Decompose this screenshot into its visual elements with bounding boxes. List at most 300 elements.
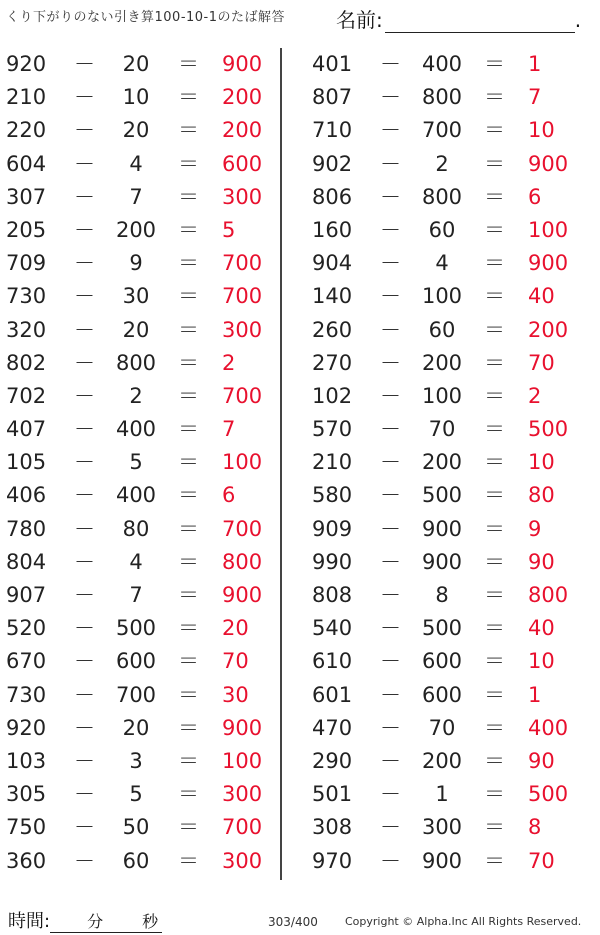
minus-sign: － [380, 616, 401, 641]
minus-sign: － [74, 549, 95, 574]
problem-row [306, 546, 576, 579]
equals-sign: ＝ [178, 682, 199, 707]
subtrahend: 2 [435, 151, 449, 176]
subtrahend: 300 [421, 815, 463, 840]
minuend: 160 [312, 217, 353, 242]
answer: 300 [222, 184, 263, 209]
minuend: 806 [312, 184, 353, 209]
problem-row [0, 645, 270, 678]
minus-sign: － [74, 616, 95, 641]
answer: 1 [528, 52, 542, 76]
minuend: 920 [6, 52, 47, 76]
subtrahend: 200 [421, 748, 463, 773]
equals-sign: ＝ [178, 549, 199, 574]
minuend: 210 [6, 85, 47, 110]
minus-sign: － [380, 583, 401, 607]
equals-sign: ＝ [484, 583, 505, 607]
minus-sign: － [380, 649, 401, 674]
minus-sign: － [74, 450, 95, 475]
minuend: 501 [312, 782, 353, 807]
equals-sign: ＝ [178, 848, 199, 873]
answer: 900 [222, 52, 263, 76]
subtrahend: 500 [115, 616, 157, 641]
minus-sign: － [74, 682, 95, 707]
answer: 300 [222, 848, 263, 873]
minuend: 808 [312, 583, 353, 607]
subtrahend: 20 [122, 52, 150, 76]
equals-sign: ＝ [178, 383, 199, 408]
subtrahend: 70 [428, 715, 456, 740]
subtrahend: 600 [421, 649, 463, 674]
subtrahend: 200 [115, 217, 157, 242]
problem-row [0, 446, 270, 479]
answer: 10 [528, 649, 555, 674]
problem-row [306, 280, 576, 313]
name-underline [385, 14, 575, 33]
subtrahend: 60 [428, 317, 456, 342]
equals-sign: ＝ [178, 118, 199, 143]
minuend: 210 [312, 450, 353, 475]
equals-sign: ＝ [178, 417, 199, 442]
answer: 500 [528, 417, 569, 442]
equals-sign: ＝ [484, 417, 505, 442]
subtrahend: 30 [122, 284, 150, 309]
equals-sign: ＝ [484, 251, 505, 276]
answer: 900 [222, 715, 263, 740]
subtrahend: 10 [122, 85, 150, 110]
equals-sign: ＝ [178, 616, 199, 641]
answer: 70 [528, 350, 555, 375]
problem-row [0, 546, 270, 579]
problem-row [0, 712, 270, 745]
minus-sign: － [380, 52, 401, 76]
problem-row [306, 114, 576, 147]
equals-sign: ＝ [484, 516, 505, 541]
minuend: 710 [312, 118, 353, 143]
equals-sign: ＝ [178, 284, 199, 309]
minuend: 702 [6, 383, 47, 408]
problem-row [0, 778, 270, 811]
equals-sign: ＝ [484, 118, 505, 143]
problem-row [0, 181, 270, 214]
minuend: 103 [6, 748, 47, 773]
problem-row [306, 380, 576, 413]
answer: 300 [222, 317, 263, 342]
minus-sign: － [380, 217, 401, 242]
minuend: 406 [6, 483, 47, 508]
minuend: 220 [6, 118, 47, 143]
minus-sign: － [74, 815, 95, 840]
problem-row [306, 181, 576, 214]
minus-sign: － [74, 715, 95, 740]
minuend: 305 [6, 782, 47, 807]
subtrahend: 70 [428, 417, 456, 442]
answer: 40 [528, 616, 555, 641]
minuend: 730 [6, 682, 47, 707]
minus-sign: － [380, 251, 401, 276]
problem-row [0, 811, 270, 844]
left-problem-column [0, 48, 270, 878]
minuend: 407 [6, 417, 47, 442]
minus-sign: － [380, 815, 401, 840]
equals-sign: ＝ [178, 782, 199, 807]
answer: 600 [222, 151, 263, 176]
equals-sign: ＝ [484, 616, 505, 641]
equals-sign: ＝ [178, 151, 199, 176]
minus-sign: － [380, 284, 401, 309]
minuend: 105 [6, 450, 47, 475]
problem-row [306, 214, 576, 247]
equals-sign: ＝ [178, 184, 199, 209]
problem-row [306, 845, 576, 878]
answer: 900 [222, 583, 263, 607]
minus-sign: － [380, 151, 401, 176]
subtrahend: 700 [421, 118, 463, 143]
answer: 2 [528, 383, 542, 408]
problem-row [0, 413, 270, 446]
equals-sign: ＝ [484, 748, 505, 773]
copyright-notice: Copyright © Alpha.Inc All Rights Reserved. [345, 915, 582, 928]
answer: 500 [528, 782, 569, 807]
minuend: 307 [6, 184, 47, 209]
subtrahend: 60 [122, 848, 150, 873]
equals-sign: ＝ [484, 52, 505, 76]
subtrahend: 500 [421, 616, 463, 641]
answer: 400 [528, 715, 569, 740]
equals-sign: ＝ [178, 815, 199, 840]
subtrahend: 800 [115, 350, 157, 375]
subtrahend: 8 [435, 583, 449, 607]
problem-row [306, 247, 576, 280]
problem-row [306, 513, 576, 546]
subtrahend: 900 [421, 848, 463, 873]
minuend: 570 [312, 417, 353, 442]
problem-row [306, 679, 576, 712]
minus-sign: － [74, 317, 95, 342]
minus-sign: － [380, 782, 401, 807]
answer: 300 [222, 782, 263, 807]
problem-row [0, 148, 270, 181]
answer: 100 [222, 450, 263, 475]
minuend: 360 [6, 848, 47, 873]
answer: 90 [528, 549, 555, 574]
minuend: 140 [312, 284, 353, 309]
minuend: 604 [6, 151, 47, 176]
minus-sign: － [74, 118, 95, 143]
equals-sign: ＝ [484, 383, 505, 408]
answer: 700 [222, 516, 263, 541]
problem-row [0, 380, 270, 413]
equals-sign: ＝ [178, 217, 199, 242]
equals-sign: ＝ [484, 848, 505, 873]
subtrahend: 50 [122, 815, 150, 840]
page-number: 303/400 [268, 915, 318, 929]
minus-sign: － [380, 450, 401, 475]
problem-row [306, 413, 576, 446]
subtrahend: 9 [129, 251, 143, 276]
subtrahend: 20 [122, 118, 150, 143]
subtrahend: 4 [129, 151, 143, 176]
answer: 200 [222, 118, 263, 143]
subtrahend: 600 [115, 649, 157, 674]
problem-row [306, 148, 576, 181]
minuend: 540 [312, 616, 353, 641]
minuend: 807 [312, 85, 353, 110]
problem-row [0, 114, 270, 147]
equals-sign: ＝ [178, 748, 199, 773]
answer: 30 [222, 682, 249, 707]
equals-sign: ＝ [178, 583, 199, 607]
minus-sign: － [380, 748, 401, 773]
subtrahend: 200 [421, 450, 463, 475]
subtrahend: 2 [129, 383, 143, 408]
equals-sign: ＝ [178, 450, 199, 475]
minus-sign: － [74, 483, 95, 508]
answer: 6 [222, 483, 236, 508]
minus-sign: － [380, 184, 401, 209]
minuend: 902 [312, 151, 353, 176]
equals-sign: ＝ [178, 317, 199, 342]
minus-sign: － [380, 682, 401, 707]
subtrahend: 1 [435, 782, 449, 807]
subtrahend: 20 [122, 715, 150, 740]
problem-row [306, 446, 576, 479]
answer: 1 [528, 682, 542, 707]
subtrahend: 3 [129, 748, 143, 773]
minuend: 270 [312, 350, 353, 375]
subtrahend: 400 [421, 52, 463, 76]
minuend: 401 [312, 52, 353, 76]
minuend: 802 [6, 350, 47, 375]
equals-sign: ＝ [178, 516, 199, 541]
answer: 900 [528, 251, 569, 276]
minus-sign: － [74, 649, 95, 674]
minus-sign: － [380, 85, 401, 110]
problem-row [306, 579, 576, 612]
answer: 700 [222, 383, 263, 408]
equals-sign: ＝ [178, 251, 199, 276]
time-underline [50, 914, 162, 933]
minuend: 709 [6, 251, 47, 276]
problem-row [0, 81, 270, 114]
minus-sign: － [74, 383, 95, 408]
minuend: 580 [312, 483, 353, 508]
subtrahend: 5 [129, 782, 143, 807]
minus-sign: － [74, 848, 95, 873]
name-label: 名前: [336, 8, 383, 32]
minus-sign: － [380, 715, 401, 740]
equals-sign: ＝ [484, 284, 505, 309]
answer: 7 [528, 85, 542, 110]
minuend: 750 [6, 815, 47, 840]
answer: 80 [528, 483, 555, 508]
minus-sign: － [74, 52, 95, 76]
minuend: 520 [6, 616, 47, 641]
problem-row [306, 479, 576, 512]
problem-row [0, 48, 270, 81]
minus-sign: － [74, 184, 95, 209]
problem-row [0, 280, 270, 313]
minus-sign: － [74, 151, 95, 176]
minuend: 205 [6, 217, 47, 242]
equals-sign: ＝ [178, 483, 199, 508]
equals-sign: ＝ [484, 815, 505, 840]
equals-sign: ＝ [178, 715, 199, 740]
equals-sign: ＝ [178, 649, 199, 674]
minuend: 308 [312, 815, 353, 840]
subtrahend: 7 [129, 583, 143, 607]
subtrahend: 900 [421, 549, 463, 574]
worksheet-title: くり下がりのない引き算100-10-1のたば解答 [6, 10, 286, 25]
answer: 100 [222, 748, 263, 773]
answer: 6 [528, 184, 542, 209]
equals-sign: ＝ [484, 782, 505, 807]
subtrahend: 600 [421, 682, 463, 707]
equals-sign: ＝ [178, 85, 199, 110]
minus-sign: － [74, 217, 95, 242]
minus-sign: － [74, 782, 95, 807]
minuend: 904 [312, 251, 353, 276]
problem-row [306, 347, 576, 380]
problem-row [306, 778, 576, 811]
equals-sign: ＝ [484, 649, 505, 674]
minus-sign: － [74, 251, 95, 276]
subtrahend: 400 [115, 483, 157, 508]
minuend: 909 [312, 516, 353, 541]
answer: 800 [222, 549, 263, 574]
subtrahend: 200 [421, 350, 463, 375]
minus-sign: － [74, 85, 95, 110]
subtrahend: 400 [115, 417, 157, 442]
answer: 5 [222, 217, 236, 242]
minus-sign: － [380, 516, 401, 541]
minus-sign: － [380, 483, 401, 508]
equals-sign: ＝ [484, 483, 505, 508]
problem-row [306, 745, 576, 778]
minus-sign: － [380, 118, 401, 143]
equals-sign: ＝ [484, 217, 505, 242]
minus-sign: － [74, 417, 95, 442]
right-problem-column [306, 48, 576, 878]
minuend: 804 [6, 549, 47, 574]
equals-sign: ＝ [484, 317, 505, 342]
minuend: 610 [312, 649, 353, 674]
answer: 2 [222, 350, 236, 375]
minuend: 907 [6, 583, 47, 607]
answer: 9 [528, 516, 542, 541]
answer: 7 [222, 417, 236, 442]
problem-row [0, 745, 270, 778]
problem-row [0, 513, 270, 546]
equals-sign: ＝ [484, 549, 505, 574]
problem-row [306, 48, 576, 81]
minus-sign: － [380, 549, 401, 574]
minuend: 670 [6, 649, 47, 674]
subtrahend: 4 [129, 549, 143, 574]
problem-row [0, 347, 270, 380]
subtrahend: 800 [421, 85, 463, 110]
answer: 40 [528, 284, 555, 309]
subtrahend: 7 [129, 184, 143, 209]
time-label: 時間: [8, 911, 51, 932]
answer: 90 [528, 748, 555, 773]
minuend: 470 [312, 715, 353, 740]
subtrahend: 80 [122, 516, 150, 541]
minus-sign: － [74, 583, 95, 607]
subtrahend: 100 [421, 284, 463, 309]
minuend: 290 [312, 748, 353, 773]
answer: 200 [528, 317, 569, 342]
equals-sign: ＝ [178, 350, 199, 375]
minus-sign: － [380, 350, 401, 375]
problem-row [306, 612, 576, 645]
answer: 70 [222, 649, 249, 674]
problem-row [0, 579, 270, 612]
time-field [8, 907, 162, 933]
equals-sign: ＝ [484, 715, 505, 740]
problem-row [0, 214, 270, 247]
minus-sign: － [380, 848, 401, 873]
minus-sign: － [74, 350, 95, 375]
equals-sign: ＝ [484, 184, 505, 209]
minus-sign: － [74, 748, 95, 773]
subtrahend: 4 [435, 251, 449, 276]
problem-row [306, 314, 576, 347]
problem-row [0, 479, 270, 512]
minus-sign: － [380, 317, 401, 342]
answer: 100 [528, 217, 569, 242]
answer: 700 [222, 284, 263, 309]
minutes-unit: 分 [87, 912, 104, 931]
minus-sign: － [380, 383, 401, 408]
subtrahend: 60 [428, 217, 456, 242]
subtrahend: 800 [421, 184, 463, 209]
minuend: 260 [312, 317, 353, 342]
subtrahend: 20 [122, 317, 150, 342]
subtrahend: 700 [115, 682, 157, 707]
answer: 800 [528, 583, 569, 607]
seconds-unit: 秒 [142, 912, 159, 931]
equals-sign: ＝ [484, 151, 505, 176]
problem-row [0, 679, 270, 712]
answer: 10 [528, 450, 555, 475]
answer: 900 [528, 151, 569, 176]
answer: 10 [528, 118, 555, 143]
minus-sign: － [74, 284, 95, 309]
minuend: 970 [312, 848, 353, 873]
equals-sign: ＝ [484, 450, 505, 475]
minus-sign: － [380, 417, 401, 442]
problem-row [0, 845, 270, 878]
problem-row [0, 314, 270, 347]
problem-row [0, 612, 270, 645]
minuend: 601 [312, 682, 353, 707]
subtrahend: 5 [129, 450, 143, 475]
problem-row [306, 645, 576, 678]
equals-sign: ＝ [484, 682, 505, 707]
answer: 70 [528, 848, 555, 873]
minuend: 780 [6, 516, 47, 541]
name-field [336, 4, 581, 33]
subtrahend: 500 [421, 483, 463, 508]
answer: 8 [528, 815, 542, 840]
problem-row [306, 811, 576, 844]
name-end-mark: . [574, 8, 582, 32]
problem-row [306, 712, 576, 745]
problem-row [0, 247, 270, 280]
minuend: 920 [6, 715, 47, 740]
minuend: 730 [6, 284, 47, 309]
